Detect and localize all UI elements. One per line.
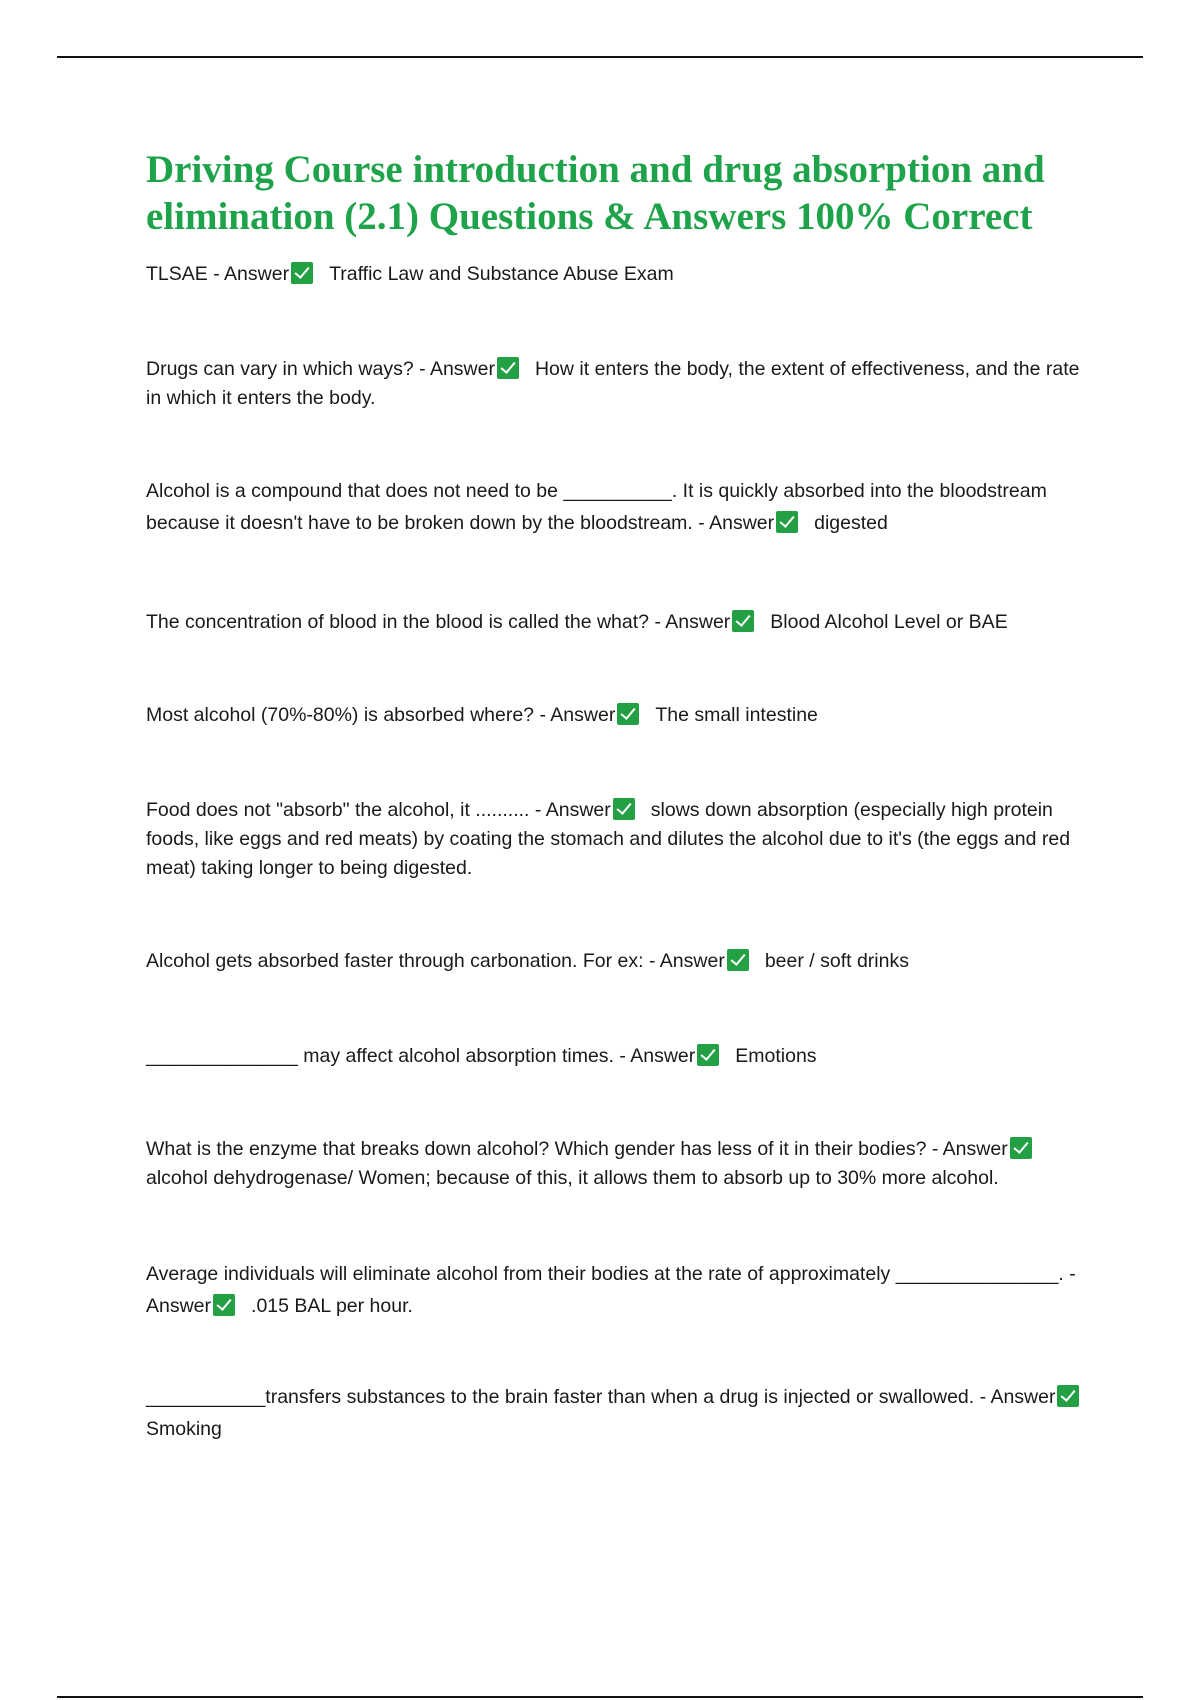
answer-label: - Answer xyxy=(213,263,290,285)
answer-label: - Answer xyxy=(654,611,731,633)
qa-item xyxy=(146,1258,1096,1322)
question-text: TLSAE xyxy=(146,263,208,285)
qa-item xyxy=(146,796,1096,883)
check-box-icon xyxy=(776,511,798,533)
qa-item xyxy=(146,1135,1096,1193)
question-text: ___________transfers substances to the brain faster than when a drug is injected or swallowed. xyxy=(146,1386,975,1408)
answer-text: Emotions xyxy=(735,1045,817,1067)
answer-label: - Answer xyxy=(931,1138,1008,1160)
answer-label: - Answer xyxy=(698,512,775,534)
top-rule xyxy=(57,56,1143,58)
answer-label: - Answer xyxy=(419,358,495,380)
question-text: Average individuals will eliminate alcohol from their bodies at the rate of approximately _______________. xyxy=(146,1263,1064,1285)
check-box-icon xyxy=(617,703,639,725)
check-box-icon xyxy=(727,949,749,971)
qa-item xyxy=(146,1042,1096,1071)
answer-text: Blood Alcohol Level or BAE xyxy=(770,611,1008,633)
answer-text: alcohol dehydrogenase/ Women; because of this, it allows them to absorb up to 30% more alcohol. xyxy=(146,1167,999,1189)
answer-text: beer / soft drinks xyxy=(764,950,909,972)
question-text: The concentration of blood in the blood is called the what? xyxy=(146,611,650,633)
question-text: Drugs can vary in which ways? xyxy=(146,358,414,380)
answer-label: - Answer xyxy=(648,950,725,972)
check-box-icon xyxy=(613,798,635,820)
answer-label: - Answer xyxy=(539,704,616,726)
check-box-icon xyxy=(1057,1385,1079,1407)
answer-label: - Answer xyxy=(534,799,611,821)
check-box-icon xyxy=(697,1044,719,1066)
check-box-icon xyxy=(213,1294,235,1316)
answer-text: Smoking xyxy=(146,1418,222,1440)
qa-item xyxy=(146,475,1096,539)
answer-text: digested xyxy=(814,512,888,534)
question-text: Alcohol gets absorbed faster through carbonation. For ex: xyxy=(146,950,644,972)
check-box-icon xyxy=(291,262,313,284)
answer-text: Traffic Law and Substance Abuse Exam xyxy=(329,263,674,285)
answer-text: How it enters the body, the extent of effectiveness, and the rate in which it enters the body. xyxy=(146,358,1080,409)
check-box-icon xyxy=(1010,1137,1032,1159)
answer-label: - Answer xyxy=(619,1045,696,1067)
qa-item xyxy=(146,947,1096,976)
answer-text: slows down absorption (especially high protein foods, like eggs and red meats) by coating the stomach and dilutes the alcohol due to it's (the eggs and red meat) taking longer to being digested. xyxy=(146,799,1071,879)
qa-item xyxy=(146,1381,1096,1445)
answer-text: .015 BAL per hour. xyxy=(251,1295,413,1317)
document-title: Driving Course introduction and drug absorption and elimination (2.1) Questions & Answers 100% Correct xyxy=(146,148,1045,238)
question-text: Most alcohol (70%-80%) is absorbed where? xyxy=(146,704,535,726)
answer-label: - Answer xyxy=(146,1263,1076,1317)
answer-text: The small intestine xyxy=(655,704,818,726)
qa-item xyxy=(146,608,1096,637)
question-text: ______________ may affect alcohol absorption times. xyxy=(146,1045,614,1067)
check-box-icon xyxy=(732,610,754,632)
answer-label: - Answer xyxy=(979,1386,1056,1408)
question-text: What is the enzyme that breaks down alcohol? Which gender has less of it in their bodies? xyxy=(146,1138,927,1160)
question-text: Alcohol is a compound that does not need to be __________. It is quickly absorbed into the bloodstream because it doesn't have to be broken down by the bloodstream. xyxy=(146,480,1047,534)
qa-item xyxy=(146,260,1096,289)
document-body xyxy=(146,146,1096,1440)
qa-item xyxy=(146,701,1096,730)
bottom-rule xyxy=(57,1696,1143,1698)
qa-item xyxy=(146,355,1096,413)
question-text: Food does not "absorb" the alcohol, it .......... xyxy=(146,799,530,821)
check-box-icon xyxy=(497,357,519,379)
